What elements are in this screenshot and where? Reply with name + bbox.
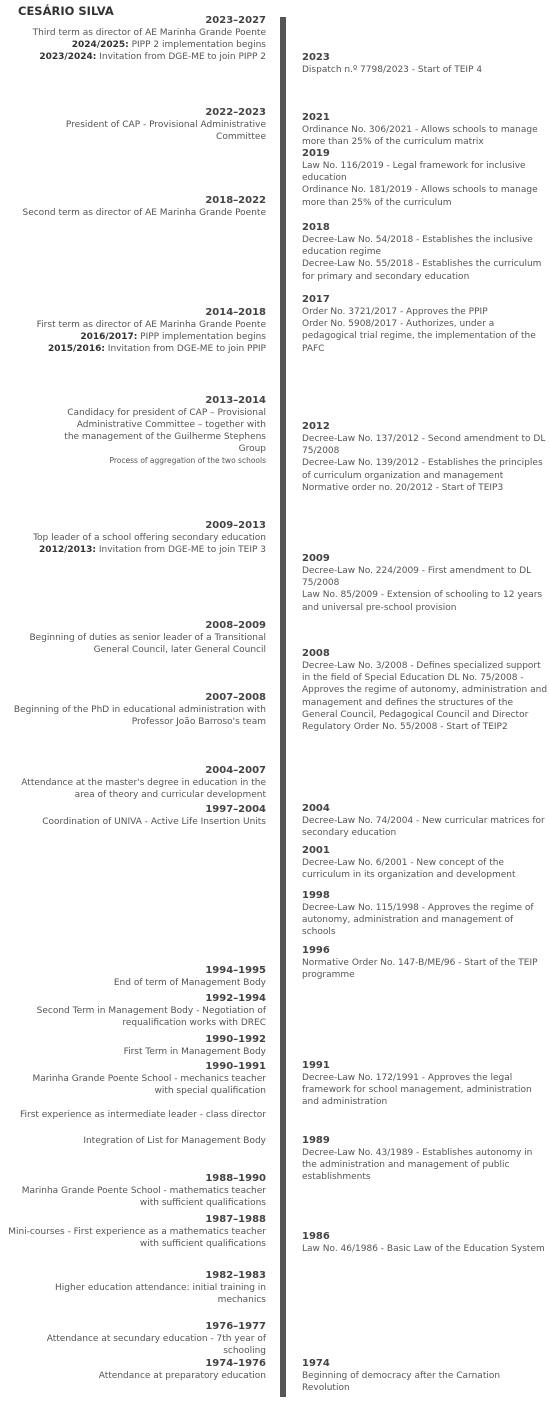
legislation-entry <box>302 222 548 283</box>
career-line: Process of aggregation of the two schools <box>109 456 266 465</box>
legislation-line: Law No. 85/2009 - Extension of schooling to 12 years and universal pre-school provision <box>302 590 543 613</box>
career-line: 2015/2016: Invitation from DGE-ME to join PPIP <box>47 344 266 354</box>
career-line-label: 2012/2013: <box>39 545 97 555</box>
legislation-line: Law No. 46/1986 - Basic Law of the Education System <box>302 1244 545 1254</box>
career-line-label: 2016/2017: <box>80 332 138 342</box>
career-year: 1982–1983 <box>205 1270 266 1281</box>
legislation-entry <box>302 553 548 614</box>
career-year: 2014–2018 <box>205 307 266 318</box>
career-line: Top leader of a school offering secondary education <box>33 533 266 543</box>
career-year: 2007–2008 <box>205 692 266 703</box>
legislation-entry <box>302 294 548 355</box>
career-entry <box>46 1321 266 1357</box>
legislation-year: 1998 <box>302 890 330 901</box>
career-entry <box>56 107 266 143</box>
legislation-entry <box>302 803 548 839</box>
legislation-entry <box>302 890 548 939</box>
career-entry <box>16 1135 266 1147</box>
career-entry <box>16 307 266 355</box>
career-entry <box>61 395 266 467</box>
career-year: 1997–2004 <box>205 804 266 815</box>
career-year: 1987–1988 <box>205 1214 266 1225</box>
career-line: Higher education attendance: initial training in mechanics <box>55 1283 266 1305</box>
legislation-year: 2012 <box>302 421 330 432</box>
career-line: First experience as intermediate leader - class director <box>20 1110 266 1120</box>
legislation-year: 2001 <box>302 845 330 856</box>
career-line: Attendance at the master's degree in education in the area of theory and curricular development <box>21 778 266 800</box>
career-entry <box>16 15 266 63</box>
career-line-label: 2024/2025: <box>71 40 129 50</box>
legislation-entry <box>302 112 548 148</box>
legislation-line: Law No. 116/2019 - Legal framework for inclusive education <box>302 161 526 184</box>
page-title: CESÁRIO SILVA <box>18 4 114 18</box>
legislation-year: 2023 <box>302 52 330 63</box>
career-line: Third term as director of AE Marinha Grande Poente <box>32 28 266 38</box>
career-entry <box>21 993 266 1029</box>
legislation-year: 2019 <box>302 148 330 159</box>
career-line-label: 2023/2024: <box>39 52 97 62</box>
legislation-entry <box>302 1231 548 1255</box>
timeline-axis <box>280 17 286 1397</box>
career-year: 1990–1992 <box>205 1034 266 1045</box>
legislation-year: 2021 <box>302 112 330 123</box>
legislation-line: Normative order no. 20/2012 - Start of TEIP3 <box>302 482 504 493</box>
legislation-line: Decree-Law No. 74/2004 - New curricular matrices for secondary education <box>302 816 545 839</box>
legislation-year: 2008 <box>302 648 330 659</box>
career-line: Marinha Grande Poente School - mechanics teacher with special qualification <box>32 1074 266 1096</box>
career-line: 2023/2024: Invitation from DGE-ME to join PIPP 2 <box>39 52 266 62</box>
legislation-year: 2004 <box>302 803 330 814</box>
legislation-entry <box>302 148 548 209</box>
legislation-line: Decree-Law No. 139/2012 - Establishes the principles of curriculum organization and management <box>302 458 543 481</box>
career-line: End of term of Management Body <box>113 978 266 988</box>
legislation-year: 2017 <box>302 294 330 305</box>
career-line: Mini-courses - First experience as a mathematics teacher with sufficient qualifications <box>8 1227 266 1249</box>
career-line: Attendance at preparatory education <box>98 1371 266 1381</box>
career-line-label: 2015/2016: <box>47 344 105 354</box>
legislation-line: Decree-Law No. 172/1991 - Approves the legal framework for school management, administration and administration <box>302 1073 532 1108</box>
legislation-line: Order No. 5908/2017 - Authorizes, under a pedagogical trial regime, the implementation of the PAFC <box>302 319 536 354</box>
career-line: Attendance at secundary education - 7th year of schooling <box>46 1334 266 1356</box>
career-year: 1994–1995 <box>205 965 266 976</box>
career-year: 1988–1990 <box>205 1173 266 1184</box>
legislation-entry <box>302 648 548 733</box>
career-year: 2022–2023 <box>205 107 266 118</box>
legislation-line: Decree-Law No. 55/2018 - Establishes the curriculum for primary and secondary education <box>302 259 542 282</box>
legislation-entry <box>302 1358 548 1394</box>
legislation-line: Decree-Law No. 43/1989 - Establishes autonomy in the administration and management of public establishments <box>302 1148 533 1183</box>
career-entry <box>6 1214 266 1250</box>
career-entry <box>16 804 266 828</box>
legislation-entry <box>302 1060 548 1109</box>
legislation-entry <box>302 421 548 494</box>
legislation-entry <box>302 945 548 981</box>
career-line: Integration of List for Management Body <box>83 1136 266 1146</box>
career-entry <box>6 692 266 728</box>
career-line: Second Term in Management Body - Negotiation of requalification works with DREC <box>36 1006 266 1028</box>
legislation-line: Normative Order No. 147-B/ME/96 - Start of the TEIP programme <box>302 958 538 981</box>
career-line: President of CAP - Provisional Administrative Committee <box>65 120 266 142</box>
career-entry <box>16 520 266 556</box>
career-line: 2012/2013: Invitation from DGE-ME to join TEIP 3 <box>39 545 266 555</box>
career-line: First term as director of AE Marinha Grande Poente <box>36 320 266 330</box>
legislation-line: Dispatch n.º 7798/2023 - Start of TEIP 4 <box>302 65 483 75</box>
career-entry <box>31 1061 266 1097</box>
career-entry <box>16 1109 266 1121</box>
career-line: Beginning of duties as senior leader of a Transitional General Council, later General Council <box>29 633 266 655</box>
legislation-line: Order No. 3721/2017 - Approves the PPIP <box>302 307 488 317</box>
legislation-year: 1986 <box>302 1231 330 1242</box>
legislation-entry <box>302 52 548 76</box>
legislation-line: Decree-Law No. 137/2012 - Second amendment to DL 75/2008 <box>302 434 546 457</box>
career-entry <box>1 765 266 801</box>
career-year: 1992–1994 <box>205 993 266 1004</box>
career-line: 2024/2025: PIPP 2 implementation begins <box>71 40 266 50</box>
career-entry <box>51 1270 266 1306</box>
career-entry <box>16 195 266 219</box>
legislation-line: Decree-Law No. 54/2018 - Establishes the inclusive education regime <box>302 235 533 258</box>
legislation-line: Beginning of democracy after the Carnation Revolution <box>302 1371 501 1394</box>
legislation-year: 1991 <box>302 1060 330 1071</box>
career-year: 1974–1976 <box>205 1358 266 1369</box>
legislation-year: 2018 <box>302 222 330 233</box>
career-entry <box>16 1358 266 1382</box>
career-year: 2008–2009 <box>205 620 266 631</box>
career-line: Marinha Grande Poente School - mathematics teacher with sufficient qualifications <box>21 1186 266 1208</box>
legislation-year: 1989 <box>302 1135 330 1146</box>
legislation-year: 1996 <box>302 945 330 956</box>
legislation-line: Ordinance No. 181/2019 - Allows schools to manage more than 25% of the curriculum <box>302 185 538 208</box>
career-line: Beginning of the PhD in educational administration with Professor João Barroso's team <box>13 705 266 727</box>
career-year: 2023–2027 <box>205 15 266 26</box>
legislation-line: Decree-Law No. 224/2009 - First amendment to DL 75/2008 <box>302 566 532 589</box>
career-entry <box>16 1034 266 1058</box>
career-year: 1976–1977 <box>205 1321 266 1332</box>
legislation-line: Decree-Law No. 3/2008 - Defines specialized support in the field of Special Education DL No. 75/2008 - Approves the regime of autonomy, administration and management and defines the structures of the General Council, Pedagogical Council and Director Regulatory Order No. 55/2008 - Start of TEIP2 <box>302 661 548 733</box>
career-year: 2018–2022 <box>205 195 266 206</box>
career-line: First Term in Management Body <box>123 1047 266 1057</box>
legislation-line: Decree-Law No. 6/2001 - New concept of the curriculum in its organization and development <box>302 858 516 881</box>
legislation-line: Ordinance No. 306/2021 - Allows schools to manage more than 25% of the curriculum matrix <box>302 125 538 148</box>
career-year: 1990–1991 <box>205 1061 266 1072</box>
legislation-line: Decree-Law No. 115/1998 - Approves the regime of autonomy, administration and management of schools <box>302 903 534 938</box>
career-line: Second term as director of AE Marinha Grande Poente <box>22 208 266 218</box>
career-entry <box>16 1173 266 1209</box>
career-year: 2004–2007 <box>205 765 266 776</box>
career-line: Coordination of UNIVA - Active Life Insertion Units <box>42 817 266 827</box>
career-entry <box>26 620 266 656</box>
career-line: 2016/2017: PIPP implementation begins <box>80 332 266 342</box>
legislation-year: 2009 <box>302 553 330 564</box>
legislation-entry <box>302 1135 548 1184</box>
career-line: Candidacy for president of CAP – Provisional Administrative Committee – together with the management of the Guilherme Stephens Group <box>64 408 266 454</box>
career-year: 2013–2014 <box>205 395 266 406</box>
legislation-entry <box>302 845 548 881</box>
legislation-year: 1974 <box>302 1358 330 1369</box>
career-year: 2009–2013 <box>205 520 266 531</box>
career-entry <box>16 965 266 989</box>
